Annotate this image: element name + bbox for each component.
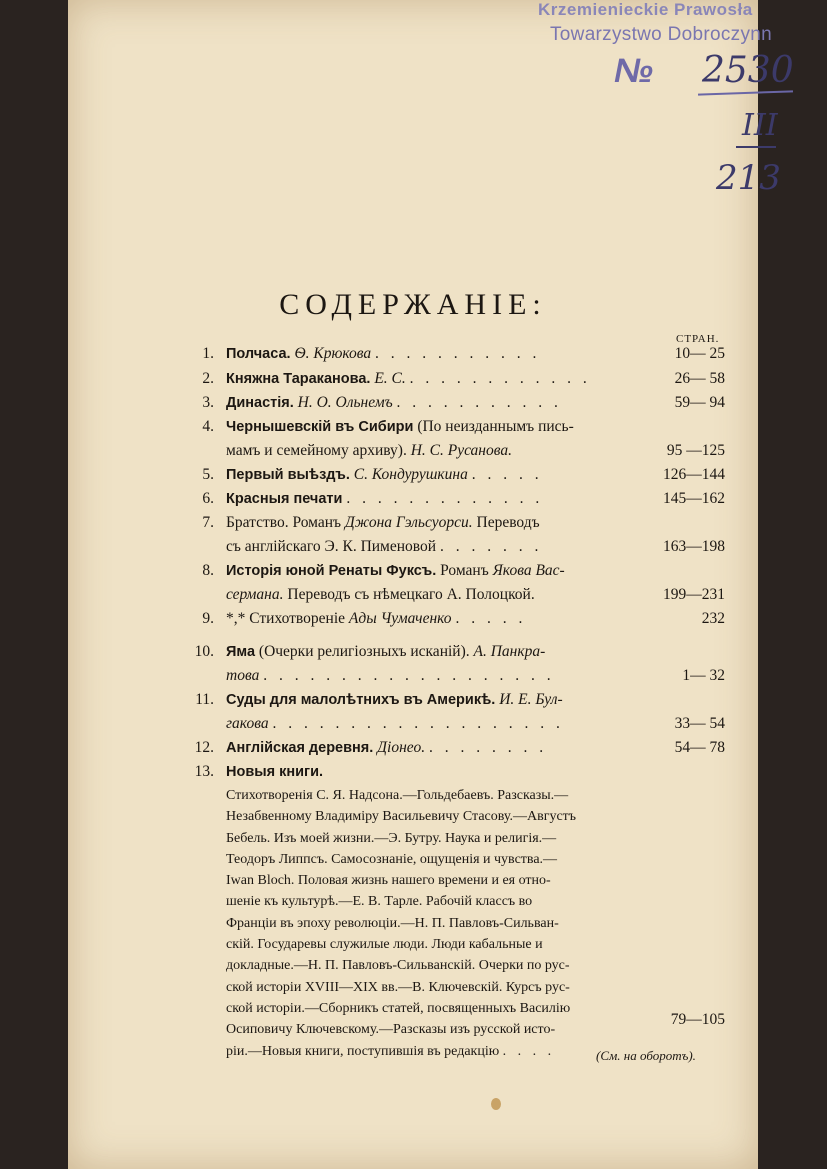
handwritten-shelf-number: 213 — [716, 158, 781, 198]
entry-number: 7. — [202, 514, 214, 531]
entry-number: 9. — [202, 610, 214, 627]
list-line: Осиповичу Ключевскому.—Разсказы изъ русской исто- — [226, 1022, 556, 1038]
entry-number: 5. — [202, 466, 214, 483]
document-page: Krzemienieckie Prawosła Towarzystwo Dobroczynn № 2530 III 213 СОДЕРЖАНІЕ: СТРАН. 1. Полчаса. Ѳ. Крюкова . . . . . . . . . . . 10— 25 2. Княжна Тараканова. Е. С. . . . . . . . . . . . . 26— 58 3. Династія. Н. О. Ольнемъ . . . . . . . . . . . 59— 94 4. Чернышевскій въ Сибири (По неизданнымъ пись- мамъ и семейному архиву). Н. С. Русанова. 95 —125 5. Первый выѣздъ. С. Кондурушкина . . . . . 126—144 6. Красныя печати . . . . . . . . . . . . . 145—162 7. Братство. Романъ Джона Гэльсуорси. Переводъ съ англійскаго Э. К. Пименовой . . . . . . . 163—198 8. Исторія юной Ренаты Фуксъ. Романъ Якова Вас- сермана. Переводъ съ нѣмецкаго А. Полоцкой. 199—231 9. *,* Стихотвореніе Ады Чумаченко . . . . . 232 10. Яма (Очерки религіозныхъ исканій). А. Панкра- това . . . . . . . . . . . . . . . . . . . 1— 32 11. Суды для малолѣтнихъ въ Америкѣ. И. Е. Бул- гакова . . . . . . . . . . . . . . . . . . . 33— 54 12. Англійская деревня. Діонео. . . . . . . . . 54— 78 13. Новыя книги. Стихотворенія С. Я. Надсона.—Гольдебаевъ. Разсказы.— Незабвенному Владиміру Васильевичу Стасову.—Августъ Бебель. Изъ моей жизни.—Э. Бутру. Наука и религія.— Теодоръ Липпсъ. Самосознаніе, ощущенія и чувства.— Iwan Bloch. Половая жизнь нашего времени и ея отно- шеніе къ культурѣ.—Е. В. Тарле. Рабочій классъ во Франціи въ эпоху революціи.—Н. П. Павловъ-Сильван- скій. Государевы служилые люди. Люди кабальные и докладные.—Н. П. Павловъ-Сильванскій. Очерки по рус- ской исторіи XVIII—XIX вв.—В. Ключевскій. Курсъ рус- ской исторіи.—Сборникъ статей, посвященныхъ Василію Осиповичу Ключевскому.—Разсказы изъ русской исто- ріи.—Новыя книги, поступившія въ редакцію . . . . 79—105 (См. на оборотъ). — [68, 0, 758, 1169]
list-line: Iwan Bloch. Половая жизнь нашего времени и ея отно- — [226, 873, 551, 889]
list-line: Незабвенному Владиміру Васильевичу Стасову.—Августъ — [226, 809, 577, 825]
entry-pages: 232 — [701, 610, 725, 627]
entry-author: Ѳ. Крюкова — [294, 345, 372, 362]
entry-title: Первый выѣздъ. — [226, 467, 350, 483]
entry-pages: 54— 78 — [674, 739, 725, 756]
list-line: ской исторіи.—Сборникъ статей, посвященныхъ Василію — [226, 1000, 571, 1016]
entry-title: Яма — [226, 644, 256, 660]
number-sign-stamp: № — [614, 52, 653, 90]
entry-number: 1. — [202, 345, 214, 362]
entry-author: Ады Чумаченко — [348, 610, 452, 627]
entry-number: 6. — [202, 490, 214, 507]
entry-pages: 79—105 — [670, 1011, 725, 1028]
entry-author: Н. О. Ольнемъ — [297, 394, 393, 411]
entry-pages: 26— 58 — [674, 370, 725, 387]
entry-number: 2. — [202, 370, 214, 387]
entry-pages: 59— 94 — [674, 394, 725, 411]
handwritten-roman-numeral: III — [742, 108, 778, 143]
entry-number: 12. — [194, 739, 214, 756]
list-line: Бебель. Изъ моей жизни.—Э. Бутру. Наука и религія.— — [226, 830, 557, 846]
entry-author: Е. С. — [374, 370, 406, 387]
entry-author: гакова — [226, 715, 269, 732]
ink-smudge — [491, 1098, 501, 1110]
entry-pages: 10— 25 — [674, 345, 725, 362]
entry-title: Династія. — [226, 395, 294, 411]
pages-column-header: СТРАН. — [676, 333, 720, 345]
entry-number: 13. — [194, 763, 214, 780]
list-line: докладные.—Н. П. Павловъ-Сильванскій. Очерки по рус- — [226, 958, 570, 974]
entry-pages: 126—144 — [663, 466, 725, 483]
entry-title: Новыя книги. — [226, 764, 324, 780]
fraction-bar — [736, 146, 776, 148]
entry-pages: 145—162 — [663, 490, 725, 507]
entry-pages: 199—231 — [663, 586, 725, 603]
entry-title: Суды для малолѣтнихъ въ Америкѣ. — [226, 692, 496, 708]
entry-number: 11. — [195, 691, 214, 708]
entry-number: 8. — [202, 562, 214, 579]
entry-title: Полчаса. — [226, 346, 291, 362]
library-stamp-line2: Towarzystwo Dobroczynn — [550, 24, 773, 45]
entry-pages: 33— 54 — [674, 715, 725, 732]
entry-title: Красныя печати — [226, 491, 343, 507]
entry-number: 4. — [202, 418, 214, 435]
list-line: ріи.—Новыя книги, поступившія въ редакцію . . . . — [226, 1043, 556, 1059]
entry-title: Исторія юной Ренаты Фуксъ. — [226, 563, 437, 579]
entry-title: Англійская деревня. — [226, 740, 374, 756]
entry-author: Діонео. — [377, 739, 426, 756]
list-line: Франціи въ эпоху революціи.—Н. П. Павловъ-Сильван- — [226, 915, 559, 931]
list-line: Стихотворенія С. Я. Надсона.—Гольдебаевъ. Разсказы.— — [226, 788, 569, 803]
entry-pages: 1— 32 — [682, 667, 725, 684]
entry-author: Якова Вас- — [492, 562, 565, 579]
entry-pages: 163—198 — [663, 538, 725, 555]
handwritten-inventory-number: 2530 — [702, 50, 794, 91]
entry-pages: 95 —125 — [666, 442, 725, 459]
see-reverse-note: (См. на оборотъ). — [596, 1048, 696, 1063]
list-line: скій. Государевы служилые люди. Люди кабальные и — [226, 937, 543, 953]
entry-number: 10. — [194, 643, 214, 660]
page-title: СОДЕРЖАНІЕ: — [279, 288, 547, 321]
list-line: Теодоръ Липпсъ. Самосознаніе, ощущенія и чувства.— — [226, 851, 558, 867]
list-line: ской исторіи XVIII—XIX вв.—В. Ключевскій. Курсъ рус- — [226, 979, 570, 995]
entry-title: Княжна Тараканова. — [226, 371, 371, 387]
list-line: шеніе къ культурѣ.—Е. В. Тарле. Рабочій классъ во — [226, 894, 533, 910]
underline-decoration — [698, 90, 793, 95]
library-stamp-line1: Krzemienieckie Prawosła — [538, 0, 753, 19]
entry-author: С. Кондурушкина — [353, 466, 468, 483]
entry-title: Чернышевскій въ Сибири — [226, 419, 414, 435]
entry-author: това — [226, 667, 260, 684]
entry-author: Н. С. Русанова. — [410, 442, 512, 459]
entry-author: Джона Гэльсуорси. — [344, 514, 473, 531]
entry-number: 3. — [202, 394, 214, 411]
